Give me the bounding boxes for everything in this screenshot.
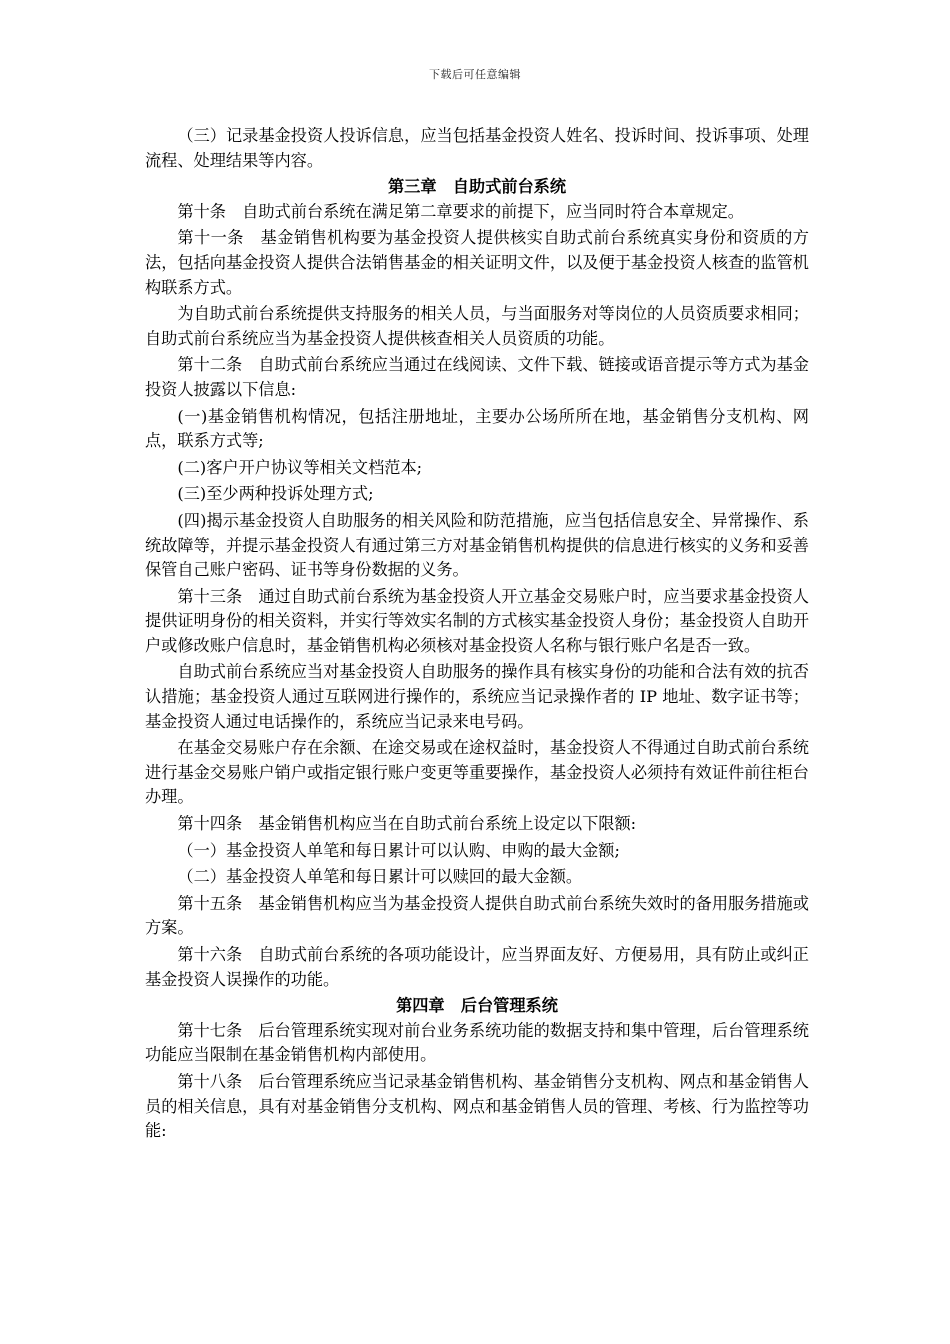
paragraph: 第十五条 基金销售机构应当为基金投资人提供自助式前台系统失效时的备用服务措施或方案。 bbox=[145, 893, 809, 938]
paragraph: 自助式前台系统应当对基金投资人自助服务的操作具有核实身份的功能和合法有效的抗否认措施；基金投资人通过互联网进行操作的，系统应当记录操作者的 IP 地址、数字证书等；基金投资人通过电话操作的，系统应当记录来电号码。 bbox=[145, 662, 809, 731]
list-item: (一)基金销售机构情况，包括注册地址，主要办公场所所在地，基金销售分支机构、网点，联系方式等; bbox=[145, 406, 809, 451]
page-header: 下载后可任意编辑 bbox=[429, 68, 521, 81]
paragraph: （三）记录基金投资人投诉信息，应当包括基金投资人姓名、投诉时间、投诉事项、处理流程、处理结果等内容。 bbox=[145, 126, 809, 170]
list-item: （二）基金投资人单笔和每日累计可以赎回的最大金额。 bbox=[177, 867, 583, 887]
paragraph: 第十六条 自助式前台系统的各项功能设计，应当界面友好、方便易用，具有防止或纠正基金投资人误操作的功能。 bbox=[145, 945, 809, 989]
list-item: (二)客户开户协议等相关文档范本; bbox=[177, 457, 423, 477]
document-body bbox=[145, 124, 809, 1146]
chapter-heading: 第四章 后台管理系统 bbox=[396, 996, 558, 1016]
list-item: (四)揭示基金投资人自助服务的相关风险和防范措施，应当包括信息安全、异常操作、系统故障等，并提示基金投资人有通过第三方对基金销售机构提供的信息进行核实的义务和妥善保管自己账户密码、证书等身份数据的义务。 bbox=[145, 510, 809, 580]
paragraph: 第十七条 后台管理系统实现对前台业务系统功能的数据支持和集中管理，后台管理系统功能应当限制在基金销售机构内部使用。 bbox=[145, 1020, 809, 1065]
paragraph: 第十八条 后台管理系统应当记录基金销售机构、基金销售分支机构、网点和基金销售人员的相关信息，具有对基金销售分支机构、网点和基金销售人员的管理、考核、行为监控等功能: bbox=[145, 1071, 809, 1141]
list-item: （一）基金投资人单笔和每日累计可以认购、申购的最大金额; bbox=[177, 840, 620, 860]
paragraph: 第十条 自助式前台系统在满足第二章要求的前提下，应当同时符合本章规定。 bbox=[177, 201, 744, 221]
chapter-heading: 第三章 自助式前台系统 bbox=[387, 177, 567, 197]
paragraph: 第十二条 自助式前台系统应当通过在线阅读、文件下载、链接或语音提示等方式为基金投资人披露以下信息: bbox=[145, 355, 809, 399]
paragraph: 第十三条 通过自助式前台系统为基金投资人开立基金交易账户时，应当要求基金投资人提供证明身份的相关资料，并实行等效实名制的方式核实基金投资人身份；基金投资人自助开户或修改账户信息时，基金销售机构必须核对基金投资人名称与银行账户名是否一致。 bbox=[145, 586, 809, 655]
paragraph: 为自助式前台系统提供支持服务的相关人员，与当面服务对等岗位的人员资质要求相同；自助式前台系统应当为基金投资人提供核查相关人员资质的功能。 bbox=[145, 304, 809, 348]
paragraph: 在基金交易账户存在余额、在途交易或在途权益时，基金投资人不得通过自助式前台系统进行基金交易账户销户或指定银行账户变更等重要操作，基金投资人必须持有效证件前往柜台办理。 bbox=[145, 738, 809, 807]
list-item: (三)至少两种投诉处理方式; bbox=[177, 484, 374, 504]
paragraph: 第十一条 基金销售机构要为基金投资人提供核实自助式前台系统真实身份和资质的方法，包括向基金投资人提供合法销售基金的相关证明文件，以及便于基金投资人核查的监管机构联系方式。 bbox=[145, 228, 809, 297]
paragraph: 第十四条 基金销售机构应当在自助式前台系统上设定以下限额: bbox=[177, 814, 637, 834]
